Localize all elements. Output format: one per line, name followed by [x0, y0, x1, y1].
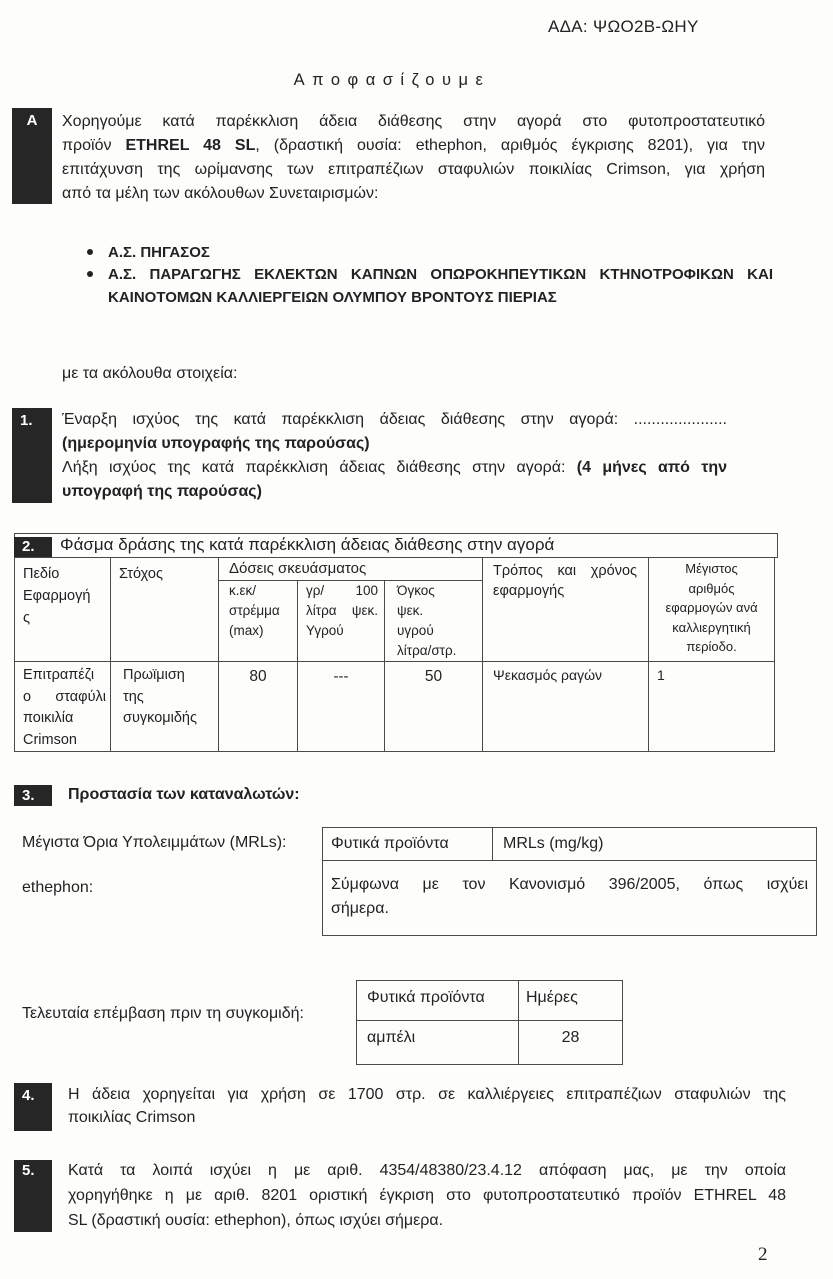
- section-3-title: Προστασία των καταναλωτών:: [68, 786, 300, 803]
- cell-dose-per-100l: ---: [298, 662, 385, 752]
- section-2-label: 2.: [14, 537, 52, 557]
- header-text: κ.εκ/: [229, 583, 257, 598]
- header-text: λίτρα/στρ.: [397, 643, 457, 658]
- header-cell-mrls: MRLs (mg/kg): [493, 828, 817, 861]
- header-text: ς: [23, 610, 30, 626]
- cooperative-name: Α.Σ. ΠΗΓΑΣΟΣ: [108, 244, 210, 261]
- header-cell-method: [483, 558, 649, 662]
- section-3-label: 3.: [14, 785, 52, 806]
- header-text: υγρού: [397, 623, 434, 638]
- section-a-text: , (δραστική ουσία: ethephon, αριθμός έγκρισης 8201), για την: [255, 137, 765, 154]
- header-text: Μέγιστος: [685, 561, 738, 576]
- header-text: Πεδίο: [23, 566, 60, 582]
- section-5-label: 5.: [14, 1160, 52, 1232]
- header-text: Δόσεις σκευάσματος: [229, 560, 367, 577]
- header-cell-max-applications: [649, 558, 775, 662]
- cell-text: ποικιλία: [23, 710, 74, 726]
- section-4-label: 4.: [14, 1083, 52, 1131]
- section-a-paragraph: [62, 110, 765, 206]
- table-header-row: [323, 828, 817, 861]
- header-cell-dose-per-100l: [298, 581, 385, 662]
- validity-start-value: .....................: [633, 411, 727, 428]
- cooperative-name: Α.Σ. ΠΑΡΑΓΩΓΗΣ ΕΚΛΕΚΤΩΝ ΚΑΠΝΩΝ ΟΠΩΡΟΚΗΠΕΥΤΙΚΩΝ ΚΤΗΝΟΤΡΟΦΙΚΩΝ ΚΑΙ: [108, 266, 773, 283]
- cell-text: ο σταφύλι: [23, 688, 106, 705]
- cell-method: Ψεκασμός ραγών: [483, 662, 649, 752]
- header-text: Τρόπος και χρόνος: [493, 563, 638, 579]
- section-2-title: Φάσμα δράσης της κατά παρέκκλιση άδειας διάθεσης στην αγορά: [60, 535, 555, 554]
- header-text: καλλιεργητική: [672, 619, 751, 635]
- validity-start-note: (ημερομηνία υπογραφής της παρούσας): [62, 435, 370, 452]
- header-text: ψεκ.: [397, 603, 424, 618]
- mrl-table: [322, 827, 817, 936]
- cell-target: [111, 662, 219, 752]
- validity-end-line: [62, 456, 727, 480]
- header-text: Όγκος: [397, 583, 435, 598]
- cell-crop: αμπέλι: [357, 1021, 519, 1065]
- table-row: [15, 662, 775, 752]
- intro-details: με τα ακόλουθα στοιχεία:: [62, 365, 238, 382]
- cell-field: [15, 662, 111, 752]
- table-header-row: [15, 558, 775, 581]
- section-a-line: Χορηγούμε κατά παρέκκλιση άδεια διάθεσης στην αγορά στο φυτοπροστατευτικό: [62, 113, 765, 130]
- header-text: (max): [229, 623, 264, 638]
- active-substance: ethephon:: [22, 879, 94, 896]
- section-5-line: SL (δραστική ουσία: ethephon), όπως ισχύει σήμερα.: [68, 1212, 444, 1229]
- cooperative-item: [108, 263, 773, 309]
- cell-text: Σύμφωνα με τον Κανονισμό 396/2005, όπως ισχύει: [331, 876, 808, 893]
- section-a-line: [62, 134, 765, 158]
- page-number: 2: [758, 1244, 768, 1265]
- header-cell-target: [111, 558, 219, 662]
- header-text: εφαρμογών ανά: [665, 600, 758, 615]
- table-row: [357, 1021, 623, 1065]
- bullet-icon: [87, 249, 93, 255]
- header-cell-field: [15, 558, 111, 662]
- header-cell-days: Ημέρες: [519, 981, 623, 1021]
- header-text: περίοδο.: [686, 639, 737, 654]
- section-4-line: ποικιλίας Crimson: [68, 1109, 196, 1126]
- phi-table: [356, 980, 623, 1065]
- header-text: γρ/ 100: [306, 583, 378, 598]
- header-text: Εφαρμογή: [23, 588, 91, 604]
- cell-max-applications: 1: [649, 662, 775, 752]
- section-5-line: Κατά τα λοιπά ισχύει η με αριθ. 4354/48380/23.4.12 απόφαση μας, με την οποία: [68, 1162, 786, 1179]
- cooperative-name: ΚΑΙΝΟΤΟΜΩΝ ΚΑΛΛΙΕΡΓΕΙΩΝ ΟΛΥΜΠΟΥ ΒΡΟΝΤΟΥΣ ΠΙΕΡΙΑΣ: [108, 289, 557, 306]
- header-cell-crop: Φυτικά προϊόντα: [357, 981, 519, 1021]
- ada-code: ΑΔΑ: ΨΩΟ2Β-ΩΗΥ: [548, 17, 699, 36]
- bullet-icon: [87, 271, 93, 277]
- page-title: Αποφασίζουμε: [293, 71, 491, 89]
- header-text: αριθμός: [688, 580, 735, 596]
- validity-start-line: [62, 408, 727, 432]
- header-cell-doses: [219, 558, 483, 581]
- section-a-line: επιτάχυνση της ωρίμανσης των επιτραπέζιων σταφυλιών ποικιλίας Crimson, για χρήση: [62, 161, 765, 178]
- table-header-row: [357, 981, 623, 1021]
- cooperative-item: [108, 241, 773, 264]
- cell-text: Πρωϊμιση: [123, 667, 185, 683]
- phi-label: Τελευταία επέμβαση πριν τη συγκομιδή:: [22, 1005, 304, 1022]
- section-1-paragraph: [62, 408, 727, 504]
- section-a-label: Α: [12, 108, 52, 204]
- section-4-paragraph: [68, 1083, 786, 1129]
- cell-spray-volume: 50: [385, 662, 483, 752]
- cell-text: Επιτραπέζι: [23, 667, 95, 683]
- spectrum-table: [14, 557, 775, 752]
- header-cell-spray-volume: [385, 581, 483, 662]
- cell-text: Crimson: [23, 731, 77, 748]
- validity-end-value: υπογραφή της παρούσας): [62, 483, 262, 500]
- validity-end-text: Λήξη ισχύος της κατά παρέκκλιση άδειας διάθεσης στην αγορά:: [62, 459, 566, 476]
- header-cell-crop: Φυτικά προϊόντα: [323, 828, 493, 861]
- header-text: στρέμμα: [229, 603, 280, 618]
- section-4-line: Η άδεια χορηγείται για χρήση σε 1700 στρ. σε καλλιέργειες επιτραπέζιων σταφυλιών της: [68, 1086, 786, 1103]
- section-a-line: από τα μέλη των ακόλουθων Συνεταιρισμών:: [62, 185, 379, 202]
- section-5-line: χορηγήθηκε η με αριθ. 8201 οριστική έγκριση στο φυτοπροστατευτικό προϊόν ETHREL 48: [68, 1187, 786, 1204]
- cell-text: της: [123, 688, 144, 705]
- header-text: εφαρμογής: [493, 583, 565, 599]
- cell-mrl-value: [323, 861, 817, 936]
- cell-days: 28: [519, 1021, 623, 1065]
- cell-text: σήμερα.: [331, 900, 389, 917]
- section-1-label: 1.: [12, 408, 52, 503]
- table-row: [323, 861, 817, 936]
- section-a-text: προϊόν: [62, 137, 112, 154]
- header-cell-dose-per-stremma: [219, 581, 298, 662]
- mrl-label: Μέγιστα Όρια Υπολειμμάτων (MRLs):: [22, 834, 287, 851]
- header-text: Υγρού: [306, 623, 344, 638]
- cell-dose-per-stremma: 80: [219, 662, 298, 752]
- cell-text: συγκομιδής: [123, 710, 197, 726]
- section-5-paragraph: [68, 1158, 786, 1233]
- product-name: ETHREL 48 SL: [125, 137, 256, 154]
- validity-end-value: (4 μήνες από την: [576, 459, 728, 476]
- header-text: λίτρα ψεκ.: [306, 603, 378, 618]
- header-text: Στόχος: [119, 566, 163, 582]
- validity-start-text: Έναρξη ισχύος της κατά παρέκκλιση άδειας διάθεσης στην αγορά:: [62, 411, 619, 428]
